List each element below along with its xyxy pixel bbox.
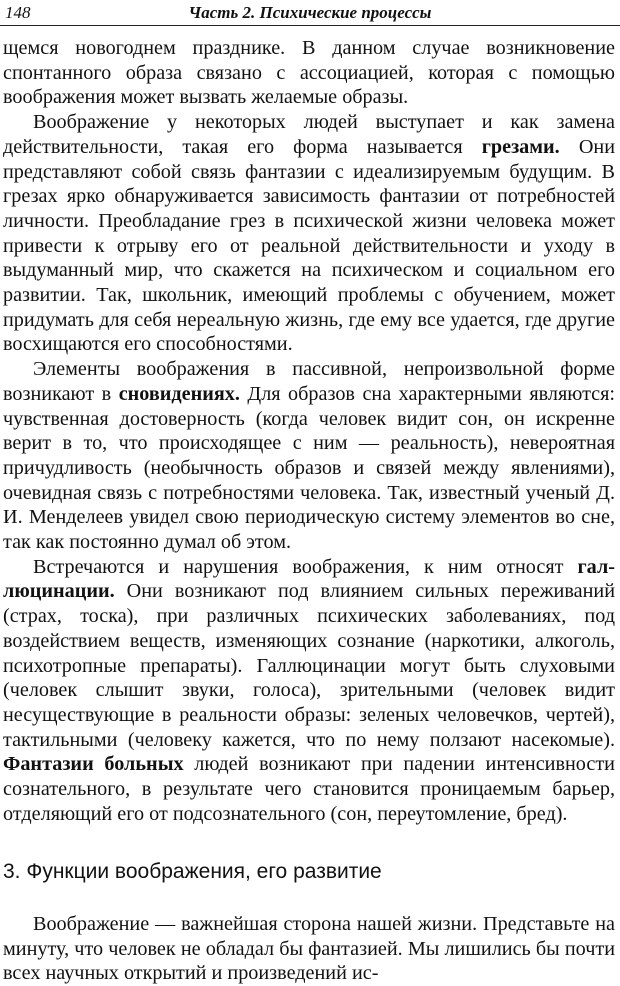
paragraph-text: людей возникают при падении интенсивности сознательного, в результате чего становится проницаемым барьер, отделяющий его от подсознательного (сон, переутомление, бред).: [3, 753, 615, 825]
paragraph-dreams: [3, 357, 615, 555]
paragraph-text: Элементы воображения в пассивной, непроизвольной форме возникают в: [3, 358, 615, 405]
paragraph-daydreams: [3, 110, 615, 357]
body-text: [3, 36, 615, 827]
page-header: [0, 0, 620, 34]
paragraph-continued: [3, 36, 615, 110]
paragraph-text: Для образов сна характерными являются: чувственная достоверность (когда человек видит сон, он искренне верит в то, что происходящее с ним — реальность), невероятная причудливость (необычность образов и связей между явлениями), очевидная связь с потребностями человека. Так, известный ученый Д. И. Менделеев увидел свою периодическую систему элементов во сне, так как постоянно думал об этом.: [3, 382, 616, 554]
paragraph-hallucinations: [3, 555, 615, 827]
running-title: Часть 2. Психические процессы: [188, 3, 432, 22]
term-daydreams: грезами.: [481, 135, 560, 158]
term-hallucinations: галлюцинации.: [3, 555, 615, 603]
term-dreams: сновидениях.: [118, 382, 240, 405]
paragraph-text: Встречаются и нарушения воображения, к ним относят: [33, 555, 578, 578]
paragraph-text: Они представляют собой связь фантазии с идеализируемым будущим. В грезах ярко обнаруживается зависимость фантазии от потребностей личности. Преобладание грез в психической жизни человека может привести к отрыву его от реальной действительности и уходу в выдуманный мир, что скажется на психическом и социальном его развитии. Так, школьник, имеющий проблемы с обучением, может придумать для себя нереальную жизнь, где ему все удается, где другие восхищаются его способностями.: [3, 135, 616, 356]
section-heading: 3. Функции воображения, его развитие: [3, 860, 382, 883]
page-number: 148: [5, 3, 31, 22]
paragraph-text: щемся новогоднем празднике. В данном случае возникновение спонтанного образа связано с ассоциацией, которая с помощью воображения может вызвать желаемые образы.: [3, 37, 615, 109]
paragraph-text: Воображение у некоторых людей выступает и как замена действительности, такая его форма называется: [3, 111, 615, 158]
paragraph-text: Они возникают под влиянием сильных переживаний (страх, тоска), при различных психических заболеваниях, под воздействием веществ, изменяющих сознание (наркотики, алкоголь, психотропные препараты). Галлюцинации могут быть слуховыми (человек слышит звуки, голоса), зрительными (человек видит несуществующие в реальности образы: зеленых человечков, чертей), тактильными (человеку кажется, что по нему ползают насекомые).: [3, 580, 615, 751]
section-body-text: [3, 912, 615, 986]
term-patient-fantasies: Фантазии больных: [3, 753, 184, 776]
paragraph-imagination-role: Воображение — важнейшая сторона нашей жизни. Представьте на минуту, что человек не обладал бы фантазией. Мы лишились бы почти всех научных открытий и произведений ис-: [3, 913, 615, 985]
header-rule: [0, 25, 620, 26]
